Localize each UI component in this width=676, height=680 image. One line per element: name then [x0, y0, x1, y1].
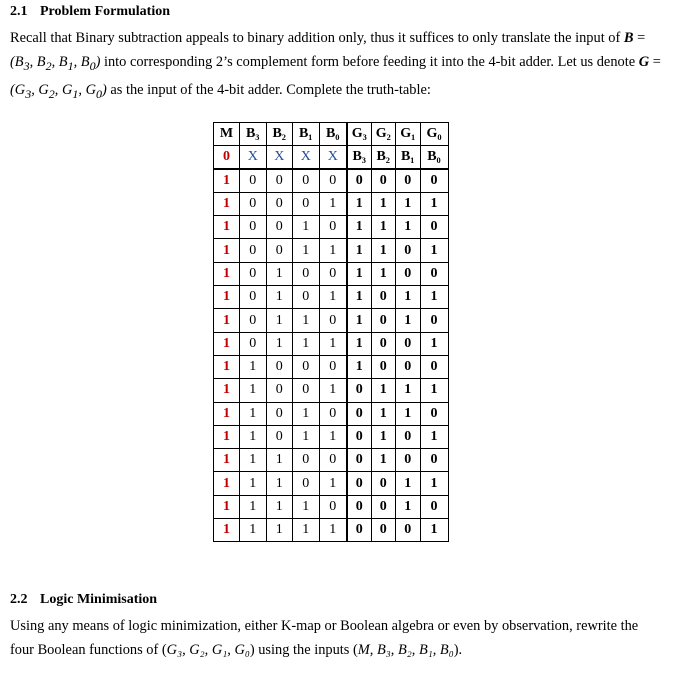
table-cell: 1 — [420, 239, 448, 262]
table-cell: 1 — [396, 472, 421, 495]
table-row — [214, 425, 449, 448]
section-title: Problem Formulation — [40, 4, 171, 19]
table-cell: 1 — [293, 495, 320, 518]
table-cell: 0 — [396, 262, 421, 285]
table-cell: 0 — [347, 425, 371, 448]
table-cell: 1 — [266, 332, 293, 355]
table-cell: 1 — [396, 379, 421, 402]
g-tuple: ($G_3$, $G_2$, $G_1$, $G_0$) — [10, 81, 107, 101]
table-cell: 1 — [371, 192, 396, 215]
text-run: ) using the inputs ( — [249, 642, 358, 658]
inputs: M, B₃, B₂, B₁, B₀ — [357, 642, 454, 658]
table-row — [214, 169, 449, 192]
table-cell: 0 — [420, 262, 448, 285]
table-cell: 1 — [266, 472, 293, 495]
table-row — [214, 519, 449, 542]
table-cell: 0 — [371, 472, 396, 495]
section-number: 2.2 — [10, 592, 28, 607]
table-cell: 0 — [319, 169, 347, 192]
table-cell: 1 — [214, 379, 240, 402]
table-cell: 0 — [240, 216, 267, 239]
table-cell: X — [293, 146, 320, 169]
table-cell: 0 — [293, 262, 320, 285]
table-cell: 0 — [371, 495, 396, 518]
table-cell: 1 — [214, 425, 240, 448]
table-cell: 1 — [371, 239, 396, 262]
table-cell: X — [266, 146, 293, 169]
table-cell: 1 — [319, 332, 347, 355]
table-cell: 0 — [347, 519, 371, 542]
table-cell: 0 — [396, 449, 421, 472]
table-cell: 0 — [266, 425, 293, 448]
table-cell: 0 — [396, 239, 421, 262]
paragraph-line — [10, 638, 670, 662]
table-cell: 1 — [396, 402, 421, 425]
table-cell: 1 — [214, 519, 240, 542]
table-cell: 0 — [319, 216, 347, 239]
table-cell: 1 — [214, 332, 240, 355]
paragraph-line — [10, 78, 670, 106]
table-cell: 0 — [240, 239, 267, 262]
table-cell: 1 — [240, 402, 267, 425]
truth-table — [213, 122, 449, 542]
table-cell: 0 — [293, 472, 320, 495]
table-cell: 1 — [240, 355, 267, 378]
section-title: Logic Minimisation — [40, 592, 158, 607]
table-cell: 0 — [371, 332, 396, 355]
table-cell: 1 — [420, 425, 448, 448]
table-cell: 0 — [347, 495, 371, 518]
table-row-m0 — [214, 146, 449, 169]
table-cell: 1 — [214, 262, 240, 285]
table-cell: 0 — [319, 355, 347, 378]
table-cell: 0 — [420, 355, 448, 378]
table-cell: 1 — [371, 449, 396, 472]
table-cell: 1 — [293, 309, 320, 332]
table-cell: 1 — [396, 495, 421, 518]
table-cell: 0 — [293, 355, 320, 378]
table-cell: 0 — [420, 169, 448, 192]
table-cell: 0 — [240, 286, 267, 309]
table-cell: 1 — [266, 309, 293, 332]
table-cell: 0 — [347, 402, 371, 425]
table-cell: 0 — [420, 402, 448, 425]
table-cell: 0 — [240, 169, 267, 192]
table-cell: 0 — [396, 519, 421, 542]
table-cell: 0 — [293, 169, 320, 192]
text-run: Recall that Binary subtraction appeals to binary addition only, thus it suffices to only translate the input of — [10, 30, 624, 46]
text-run: = — [649, 54, 661, 70]
table-cell: 1 — [214, 495, 240, 518]
table-cell: X — [240, 146, 267, 169]
table-cell: 0 — [396, 332, 421, 355]
table-cell: 1 — [420, 332, 448, 355]
table-cell: 1 — [371, 216, 396, 239]
table-cell: 0 — [293, 192, 320, 215]
table-cell: 1 — [347, 309, 371, 332]
table-cell: 1 — [319, 379, 347, 402]
table-cell: 0 — [371, 519, 396, 542]
table-cell: 0 — [371, 169, 396, 192]
table-cell: 0 — [420, 495, 448, 518]
table-cell: 1 — [420, 519, 448, 542]
table-header-row — [214, 123, 449, 146]
table-cell: 1 — [319, 286, 347, 309]
table-cell: 1 — [347, 192, 371, 215]
table-cell: 1 — [293, 519, 320, 542]
table-cell: 1 — [319, 425, 347, 448]
table-cell: 1 — [396, 309, 421, 332]
table-cell: B₂ — [371, 146, 396, 169]
column-header: G₃ — [347, 123, 371, 146]
table-cell: 0 — [347, 379, 371, 402]
table-cell: 0 — [396, 355, 421, 378]
table-cell: 0 — [293, 449, 320, 472]
table-cell: 1 — [293, 332, 320, 355]
table-cell: 0 — [371, 309, 396, 332]
table-cell: 1 — [396, 192, 421, 215]
table-cell: 1 — [319, 239, 347, 262]
table-cell: 0 — [266, 192, 293, 215]
text-run: as the input of the 4-bit adder. Complete the truth-table: — [106, 81, 431, 98]
table-row — [214, 379, 449, 402]
table-row — [214, 192, 449, 215]
paragraph-line — [10, 26, 670, 50]
table-cell: 1 — [266, 519, 293, 542]
table-cell: 1 — [214, 216, 240, 239]
table-cell: 0 — [293, 286, 320, 309]
text-run: = — [633, 30, 646, 46]
table-cell: 1 — [420, 472, 448, 495]
table-cell: 1 — [347, 286, 371, 309]
table-cell: 0 — [266, 402, 293, 425]
table-cell: 0 — [266, 239, 293, 262]
table-cell: 0 — [319, 449, 347, 472]
table-cell: 1 — [266, 286, 293, 309]
section-2-1-heading — [10, 4, 170, 20]
table-cell: 1 — [347, 239, 371, 262]
table-cell: 0 — [420, 309, 448, 332]
column-header: B₀ — [319, 123, 347, 146]
table-cell: 0 — [371, 286, 396, 309]
table-cell: 0 — [240, 309, 267, 332]
table-cell: 0 — [293, 379, 320, 402]
table-cell: 0 — [319, 262, 347, 285]
table-cell: X — [319, 146, 347, 169]
table-row — [214, 495, 449, 518]
table-cell: 1 — [347, 355, 371, 378]
table-row — [214, 239, 449, 262]
g-outputs: G₃, G₂, G₁, G₀ — [166, 642, 250, 658]
table-cell: 1 — [214, 239, 240, 262]
table-cell: 1 — [420, 192, 448, 215]
table-row — [214, 309, 449, 332]
table-cell: 1 — [396, 286, 421, 309]
table-cell: 0 — [266, 169, 293, 192]
table-cell: 1 — [371, 402, 396, 425]
table-cell: 1 — [347, 216, 371, 239]
variable-g: G — [638, 54, 650, 70]
table-cell: 0 — [240, 332, 267, 355]
table-cell: 1 — [371, 425, 396, 448]
column-header: G₂ — [371, 123, 396, 146]
column-header: M — [214, 123, 240, 146]
table-cell: 1 — [293, 216, 320, 239]
table-row — [214, 355, 449, 378]
text-run: ). — [453, 642, 463, 658]
table-cell: 1 — [396, 216, 421, 239]
table-cell: 1 — [214, 286, 240, 309]
table-cell: 1 — [266, 495, 293, 518]
table-cell: 0 — [214, 146, 240, 169]
column-header: B₃ — [240, 123, 267, 146]
table-row — [214, 332, 449, 355]
table-row — [214, 262, 449, 285]
column-header: G₀ — [420, 123, 448, 146]
table-cell: 1 — [371, 262, 396, 285]
table-cell: 1 — [266, 449, 293, 472]
table-cell: 1 — [293, 402, 320, 425]
table-cell: 1 — [319, 192, 347, 215]
text-run: four Boolean functions of ( — [10, 642, 167, 658]
paragraph-line: Using any means of logic minimization, either K-map or Boolean algebra or even by observation, rewrite the — [10, 618, 639, 634]
table-row — [214, 286, 449, 309]
table-cell: 0 — [396, 425, 421, 448]
table-cell: 1 — [420, 379, 448, 402]
table-cell: 1 — [214, 449, 240, 472]
table-cell: 1 — [214, 169, 240, 192]
table-cell: 0 — [319, 309, 347, 332]
table-cell: 1 — [240, 425, 267, 448]
table-cell: 1 — [240, 472, 267, 495]
table-cell: 1 — [420, 286, 448, 309]
table-cell: 1 — [214, 355, 240, 378]
table-cell: 0 — [396, 169, 421, 192]
table-cell: 0 — [319, 495, 347, 518]
table-cell: 1 — [371, 379, 396, 402]
table-cell: 0 — [319, 402, 347, 425]
table-cell: 1 — [240, 449, 267, 472]
table-cell: 1 — [319, 519, 347, 542]
table-cell: 0 — [347, 169, 371, 192]
variable-b: B — [623, 30, 634, 46]
table-cell: 1 — [240, 379, 267, 402]
table-cell: 1 — [266, 262, 293, 285]
table-cell: B₃ — [347, 146, 371, 169]
table-cell: 0 — [266, 216, 293, 239]
table-cell: 1 — [293, 425, 320, 448]
column-header: B₂ — [266, 123, 293, 146]
table-cell: 0 — [240, 262, 267, 285]
column-header: G₁ — [396, 123, 421, 146]
table-cell: 0 — [371, 355, 396, 378]
table-row — [214, 402, 449, 425]
table-cell: 1 — [240, 495, 267, 518]
table-row — [214, 449, 449, 472]
table-cell: 1 — [214, 402, 240, 425]
table-cell: 1 — [214, 309, 240, 332]
column-header: B₁ — [293, 123, 320, 146]
table-cell: 0 — [347, 449, 371, 472]
section-2-1-paragraph — [10, 26, 670, 106]
section-number: 2.1 — [10, 4, 28, 19]
table-row — [214, 472, 449, 495]
table-cell: 1 — [347, 332, 371, 355]
table-row — [214, 216, 449, 239]
table-cell: 0 — [420, 216, 448, 239]
table-cell: B₀ — [420, 146, 448, 169]
section-2-2-paragraph — [10, 614, 670, 662]
table-cell: 1 — [293, 239, 320, 262]
table-cell: 0 — [420, 449, 448, 472]
table-cell: 0 — [347, 472, 371, 495]
table-cell: 0 — [266, 355, 293, 378]
table-cell: 1 — [347, 262, 371, 285]
text-run: into corresponding 2’s complement form before feeding it into the 4-bit adder. Let us denote — [100, 54, 639, 70]
table-cell: 0 — [266, 379, 293, 402]
table-cell: 1 — [214, 192, 240, 215]
table-cell: 1 — [319, 472, 347, 495]
table-cell: B₁ — [396, 146, 421, 169]
paragraph-line — [10, 50, 670, 78]
table-cell: 1 — [214, 472, 240, 495]
table-cell: 1 — [240, 519, 267, 542]
section-2-2-heading — [10, 592, 157, 608]
b-tuple: ($B_3$, $B_2$, $B_1$, $B_0$) — [10, 54, 101, 73]
table-cell: 0 — [240, 192, 267, 215]
